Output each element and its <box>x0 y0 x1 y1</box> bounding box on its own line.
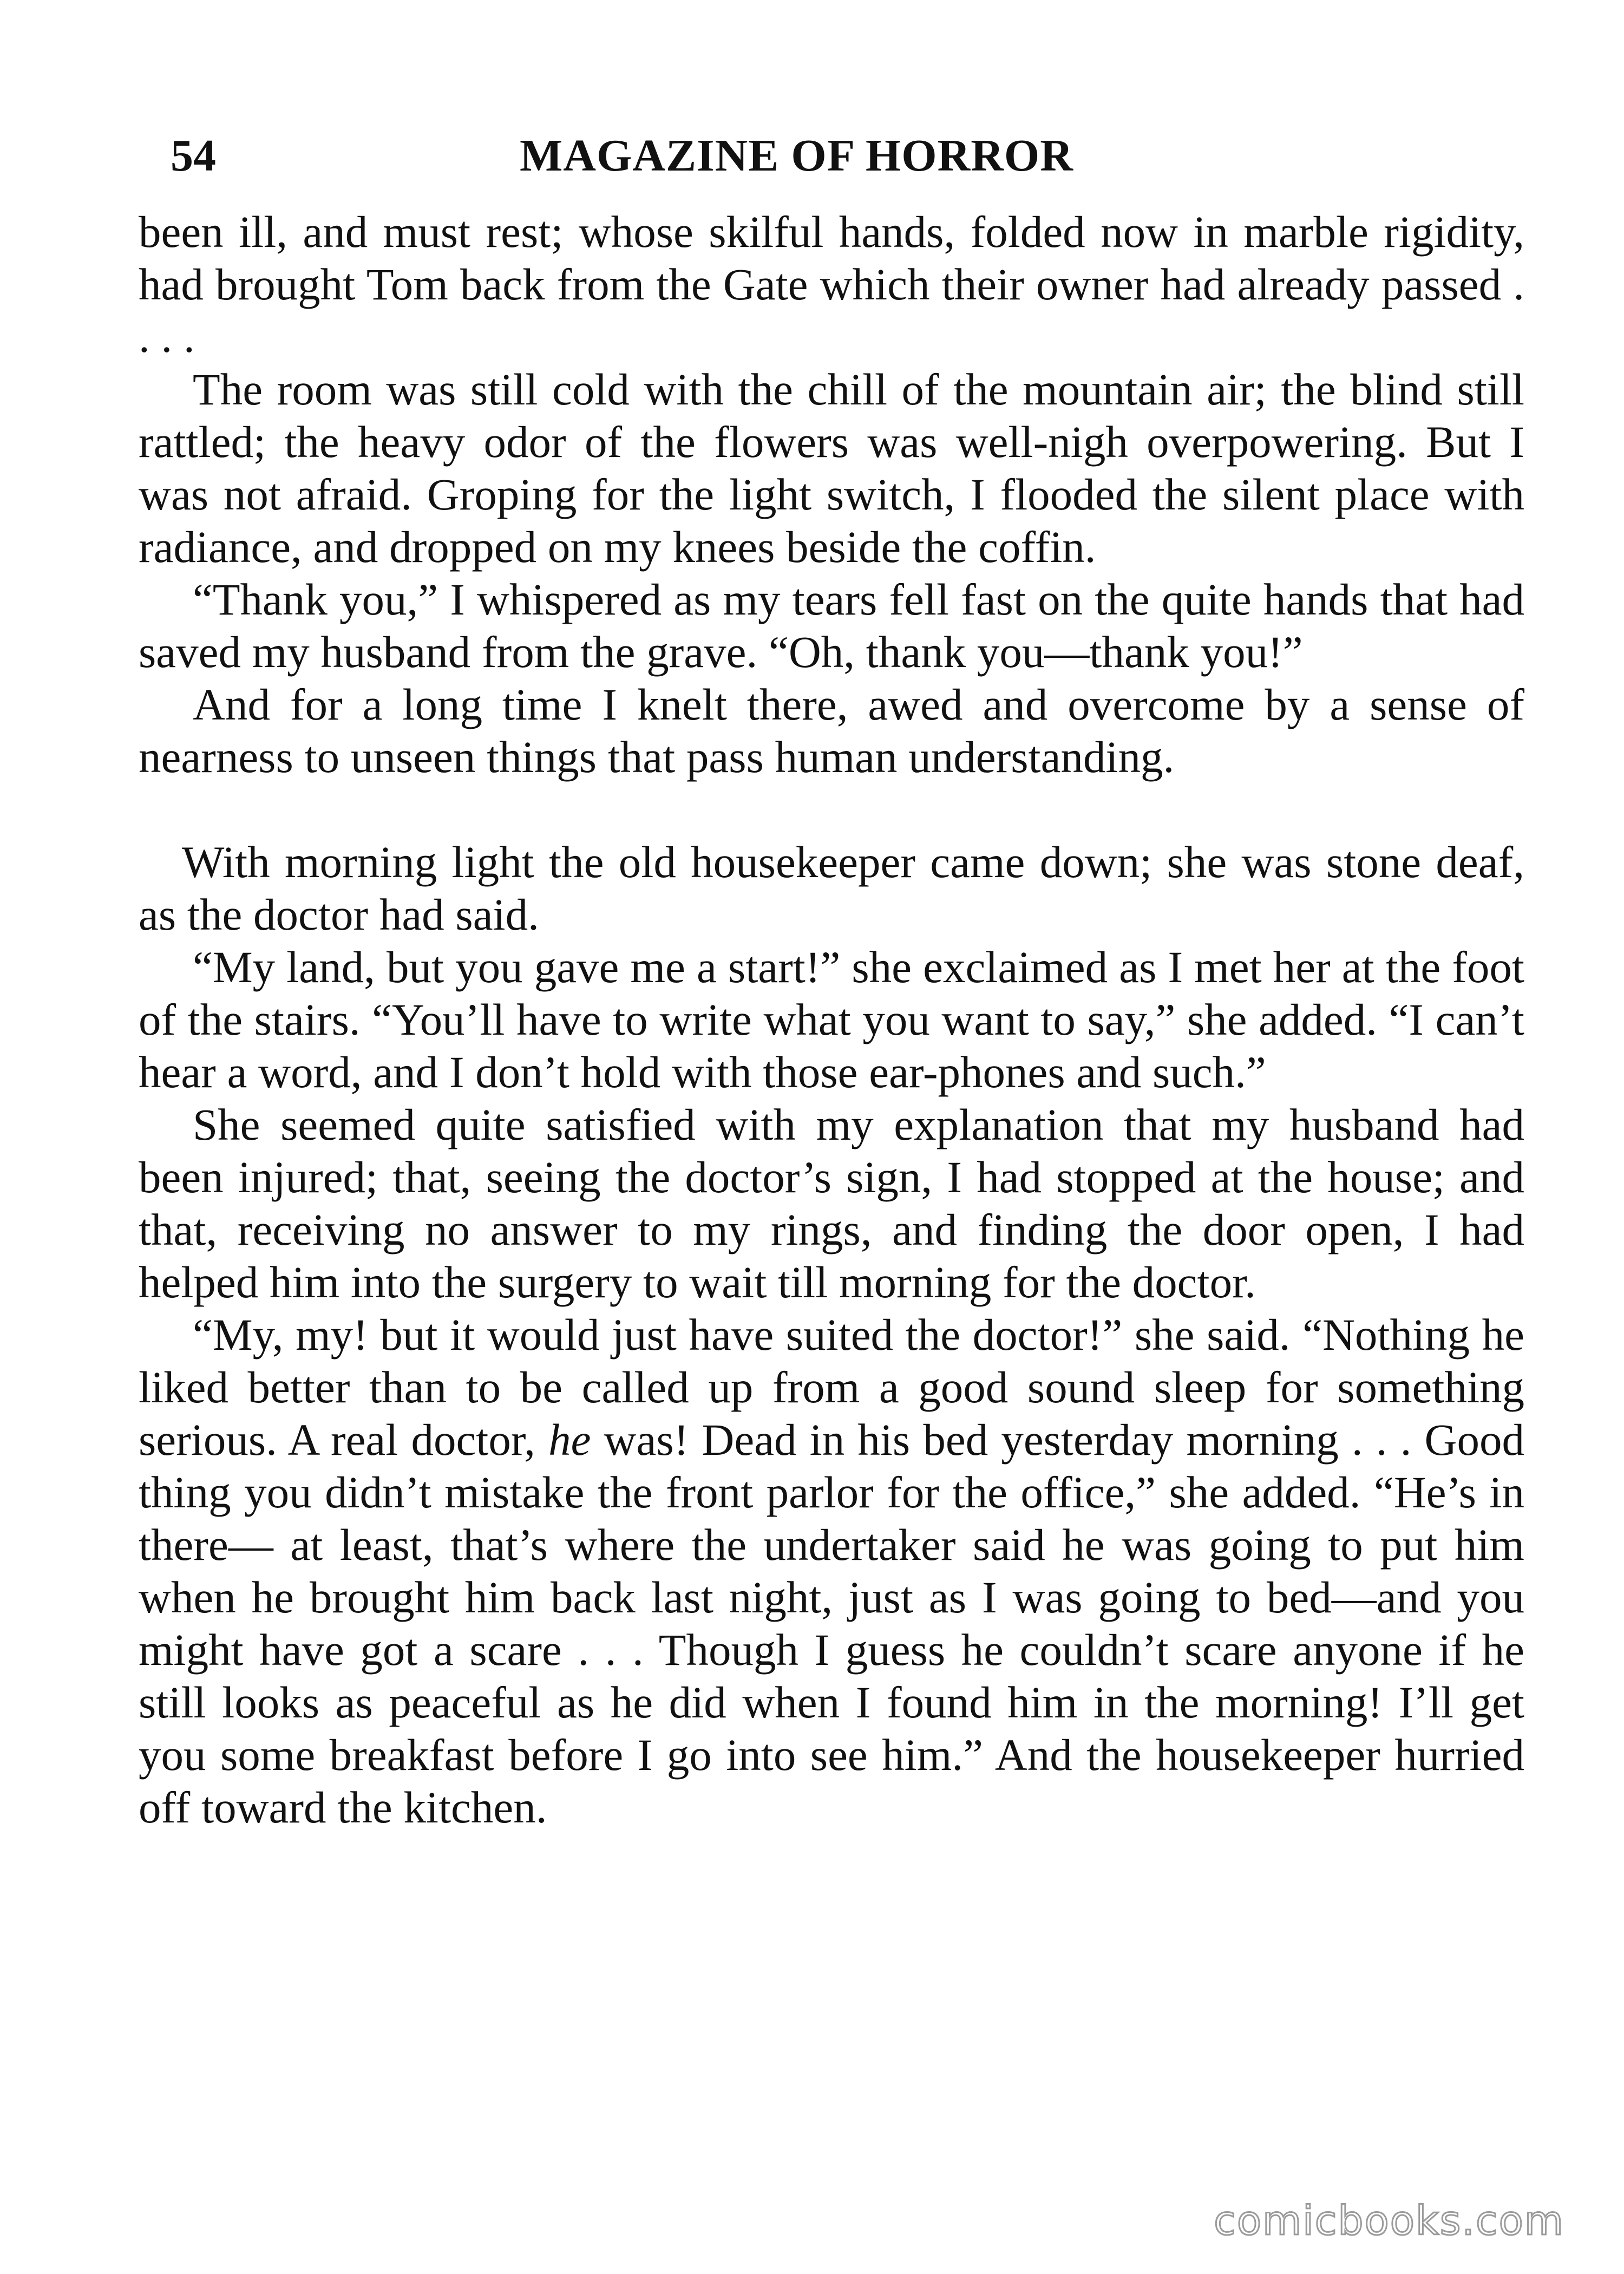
running-title: MAGAZINE OF HORROR <box>520 130 1073 181</box>
paragraph: And for a long time I knelt there, awed and overcome by a sense of nearness to unseen things that pass human understanding. <box>139 679 1524 782</box>
paragraph: “My, my! but it would just have suited the doctor!” she said. “Nothing he liked better than to be called up from a good sound sleep for something serious. A real doctor, he was! Dead in his bed yesterday morning . . . Good thing you didn’t mistake the front parlor for the office,” she added. “He’s in there— at least, that’s where the undertaker said he was going to put him when he brought him back last night, just as I was going to bed—and you might have got a scare . . . Though I guess he couldn’t scare anyone if he still looks as peaceful as he did when I found him in the morning! I’ll get you some breakfast before I go into see him.” And the housekeeper hurried off toward the kitchen. <box>139 1310 1524 1832</box>
paragraph: “Thank you,” I whispered as my tears fell fast on the quite hands that had saved my husband from the grave. “Oh, thank you—thank you!” <box>139 574 1524 677</box>
paragraph: been ill, and must rest; whose skilful hands, folded now in marble rigidity, had brought Tom back from the Gate which their owner had already passed . . . . <box>139 207 1524 362</box>
watermark: comicbooks.com <box>1214 2198 1564 2244</box>
paragraph: “My land, but you gave me a start!” she exclaimed as I met her at the foot of the stairs. “You’ll have to write what you want to say,” she added. “I can’t hear a word, and I don’t hold with those ear-phones and such.” <box>139 942 1524 1097</box>
emphasis-he: he <box>548 1415 591 1465</box>
page-header <box>171 123 1481 188</box>
paragraph: The room was still cold with the chill of the mountain air; the blind still rattled; the heavy odor of the flowers was well-nigh overpowering. But I was not afraid. Groping for the light switch, I flooded the silent place with radiance, and dropped on my knees beside the coffin. <box>139 364 1524 572</box>
paragraph: She seemed quite satisfied with my explanation that my husband had been injured; that, seeing the doctor’s sign, I had stopped at the house; and that, receiving no answer to my rings, and finding the door open, I had helped him into the surgery to wait till morning for the doctor. <box>139 1100 1524 1307</box>
paragraph: With morning light the old housekeeper came down; she was stone deaf, as the doctor had said. <box>139 837 1524 939</box>
story-body <box>139 206 1524 1834</box>
page-number: 54 <box>171 130 216 181</box>
